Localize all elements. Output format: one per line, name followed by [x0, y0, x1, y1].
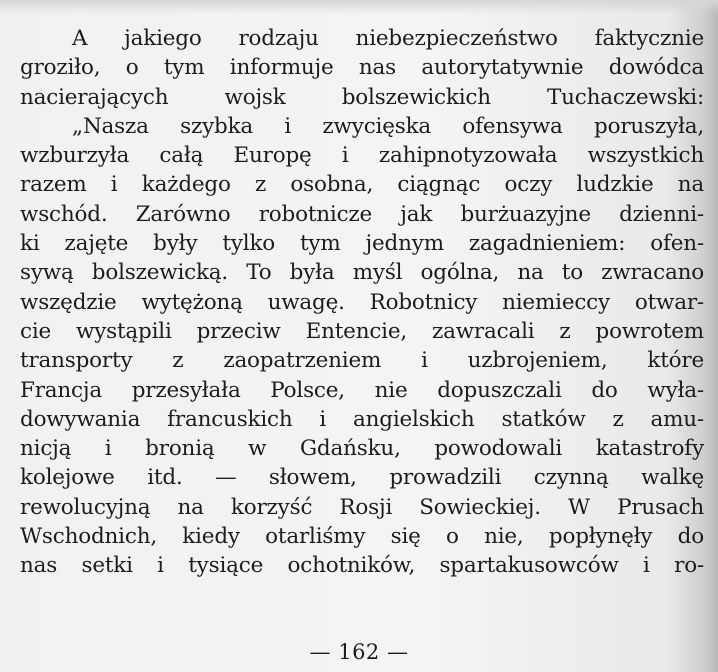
text-line-3: nacierających wojsk bolszewickich Tuchaczewski: [20, 84, 704, 110]
text-line-2: groziło, o tym informuje nas autorytatywnie dowódca [20, 55, 704, 81]
text-line-9: sywą bolszewicką. To była myśl ogólna, na to zwracano [20, 260, 704, 286]
text-line-16: kolejowe itd. — słowem, prowadzili czynną walkę [20, 465, 704, 491]
text-line-14: dowywania francuskich i angielskich statków z amu- [20, 406, 704, 432]
text-line-6: razem i każdego z osobna, ciągnąc oczy ludzkie na [20, 172, 704, 198]
text-line-12: transporty z zaopatrzeniem i uzbrojeniem, które [20, 348, 704, 374]
page-top-edge-shadow [0, 0, 718, 14]
text-line-15: nicją i bronią w Gdańsku, powodowali katastrofy [20, 436, 704, 462]
text-line-1: A jakiego rodzaju niebezpieczeństwo faktycznie [72, 26, 704, 51]
text-line-19: nas setki i tysiące ochotników, spartakusowców i ro- [20, 553, 704, 579]
text-line-8: ki zajęte były tylko tym jednym zagadnieniem: ofen- [20, 231, 704, 257]
text-line-10: wszędzie wytężoną uwagę. Robotnicy niemieccy otwar- [20, 289, 704, 315]
text-line-17: rewolucyjną na korzyść Rosji Sowieckiej. W Prusach [20, 494, 704, 520]
text-line-13: Francja przesyłała Polsce, nie dopuszczali do wyła- [20, 377, 704, 403]
text-line-7: wschód. Zarówno robotnicze jak burżuazyjne dzienni- [20, 201, 704, 227]
text-line-5: wzburzyła całą Europę i zahipnotyzowała wszystkich [20, 143, 704, 169]
body-text [20, 24, 704, 581]
text-line-11: cie wystąpili przeciw Entencie, zawracali z powrotem [20, 318, 704, 344]
page-number: — 162 — [309, 640, 409, 664]
text-line-4: „Nasza szybka i zwycięska ofensywa poruszyła, [72, 113, 704, 139]
text-line-18: Wschodnich, kiedy otarliśmy się o nie, popłynęły do [20, 524, 704, 550]
